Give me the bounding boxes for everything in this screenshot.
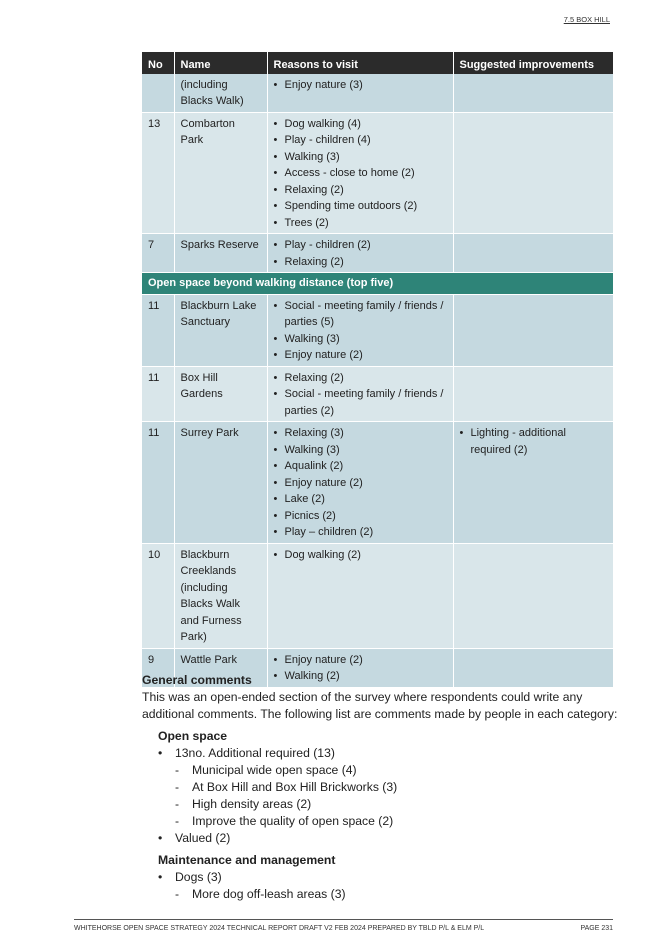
open-space-name: Sparks Reserve: [174, 234, 267, 273]
reasons-list: [274, 547, 447, 564]
list-item: • Enjoy nature (2): [274, 347, 447, 364]
list-item: • Play – children (2): [274, 524, 447, 541]
open-space-name: Surrey Park: [174, 422, 267, 544]
row-number: 11: [142, 294, 174, 366]
category-items: [158, 869, 622, 903]
list-item: • Enjoy nature (3): [274, 77, 447, 94]
page-number: PAGE 231: [580, 925, 613, 932]
row-number: 7: [142, 234, 174, 273]
row-number: 11: [142, 422, 174, 544]
list-item: • Dog walking (4): [274, 116, 447, 133]
list-item: • Play - children (4): [274, 132, 447, 149]
dash-icon: -: [175, 763, 180, 777]
header-reasons: Reasons to visit: [267, 52, 453, 74]
table-header-row: [142, 52, 613, 74]
bullet-icon: •: [158, 831, 163, 845]
reasons-cell: [267, 234, 453, 273]
category-items: [158, 745, 622, 847]
reasons-cell: [267, 366, 453, 422]
comments-intro: This was an open-ended section of the survey where respondents could write any additional comments. The following list are comments made by people in each category:: [142, 690, 618, 721]
table-row: [142, 74, 613, 113]
open-space-name: Combarton Park: [174, 112, 267, 234]
dash-icon: -: [175, 780, 180, 794]
comment-item: [158, 745, 622, 830]
list-item: • Dog walking (2): [274, 547, 447, 564]
reasons-list: [274, 116, 447, 232]
improvements-cell: [453, 543, 613, 648]
list-item: • Lake (2): [274, 491, 447, 508]
list-item: • Social - meeting family / friends / parties (5): [274, 298, 447, 331]
list-item: • Relaxing (2): [274, 182, 447, 199]
sub-item: [175, 813, 622, 830]
row-number: [142, 74, 174, 113]
list-item: • Social - meeting family / friends / parties (2): [274, 386, 447, 419]
comment-item: [158, 869, 622, 903]
improvements-cell: [453, 234, 613, 273]
sub-item-text: More dog off-leash areas (3): [192, 887, 346, 901]
reasons-list: [274, 298, 447, 364]
improvements-cell: [453, 112, 613, 234]
dash-icon: -: [175, 887, 180, 901]
reasons-cell: [267, 74, 453, 113]
row-number: 11: [142, 366, 174, 422]
dash-icon: -: [175, 797, 180, 811]
table-row: [142, 112, 613, 234]
list-item: • Trees (2): [274, 215, 447, 232]
sub-item: [175, 886, 622, 903]
sub-item-text: High density areas (2): [192, 797, 312, 811]
list-item: • Walking (3): [274, 331, 447, 348]
table-row: [142, 543, 613, 648]
table-row: [142, 294, 613, 366]
list-item: • Walking (3): [274, 149, 447, 166]
list-item: • Enjoy nature (2): [274, 652, 447, 669]
list-item: • Relaxing (2): [274, 254, 447, 271]
list-item: • Walking (3): [274, 442, 447, 459]
reasons-list: [274, 425, 447, 541]
page-footer: [74, 919, 613, 932]
dash-icon: -: [175, 814, 180, 828]
comments-title: General comments: [142, 673, 252, 687]
sub-item-text: Municipal wide open space (4): [192, 763, 357, 777]
comment-text: Valued (2): [175, 831, 231, 845]
open-space-name: Blackburn Lake Sanctuary: [174, 294, 267, 366]
bullet-icon: •: [158, 746, 163, 760]
header-improvements: Suggested improvements: [453, 52, 613, 74]
improvements-cell: [453, 294, 613, 366]
improvements-list: [460, 425, 607, 458]
open-space-table: [142, 52, 614, 688]
reasons-cell: [267, 422, 453, 544]
table-row: [142, 366, 613, 422]
reasons-cell: [267, 112, 453, 234]
reasons-cell: [267, 294, 453, 366]
table-row: [142, 234, 613, 273]
category-heading: Open space: [158, 729, 228, 743]
open-space-name: (including Blacks Walk): [174, 74, 267, 113]
open-space-name: Box Hill Gardens: [174, 366, 267, 422]
improvements-cell: [453, 74, 613, 113]
open-space-name: Wattle Park: [174, 648, 267, 687]
sub-item-text: At Box Hill and Box Hill Brickworks (3): [192, 780, 398, 794]
comment-categories: [142, 728, 622, 903]
list-item: • Relaxing (3): [274, 425, 447, 442]
section-row: [142, 273, 613, 295]
sub-item: [175, 762, 622, 779]
reasons-cell: [267, 543, 453, 648]
list-item: • Spending time outdoors (2): [274, 198, 447, 215]
reasons-list: [274, 237, 447, 270]
row-number: 13: [142, 112, 174, 234]
header-no: No: [142, 52, 174, 74]
list-item: • Relaxing (2): [274, 370, 447, 387]
open-space-name: Blackburn Creeklands (including Blacks Walk and Furness Park): [174, 543, 267, 648]
sub-items: [175, 762, 622, 830]
comment-text: Dogs (3): [175, 870, 222, 884]
list-item: • Lighting - additional required (2): [460, 425, 607, 458]
comment-text: 13no. Additional required (13): [175, 746, 335, 760]
comment-item: [158, 830, 622, 847]
footer-document-info: WHITEHORSE OPEN SPACE STRATEGY 2024 TECHNICAL REPORT DRAFT V2 FEB 2024 PREPARED BY TBLD P/L & ELM P/L: [74, 925, 485, 932]
section-label: Open space beyond walking distance (top five): [142, 273, 613, 295]
list-item: • Picnics (2): [274, 508, 447, 525]
list-item: • Aqualink (2): [274, 458, 447, 475]
list-item: • Walking (2): [274, 668, 447, 685]
bullet-icon: •: [158, 870, 163, 884]
row-number: 10: [142, 543, 174, 648]
sub-item: [175, 779, 622, 796]
general-comments: [142, 672, 622, 903]
list-item: • Access - close to home (2): [274, 165, 447, 182]
list-item: • Enjoy nature (2): [274, 475, 447, 492]
category-heading: Maintenance and management: [158, 853, 336, 867]
sub-items: [175, 886, 622, 903]
table-row: [142, 422, 613, 544]
section-reference: 7.5 BOX HILL: [563, 15, 610, 24]
reasons-list: [274, 370, 447, 420]
sub-item-text: Improve the quality of open space (2): [192, 814, 394, 828]
header-name: Name: [174, 52, 267, 74]
list-item: • Play - children (2): [274, 237, 447, 254]
improvements-cell: [453, 422, 613, 544]
improvements-cell: [453, 366, 613, 422]
reasons-list: [274, 77, 447, 94]
sub-item: [175, 796, 622, 813]
row-number: 9: [142, 648, 174, 687]
